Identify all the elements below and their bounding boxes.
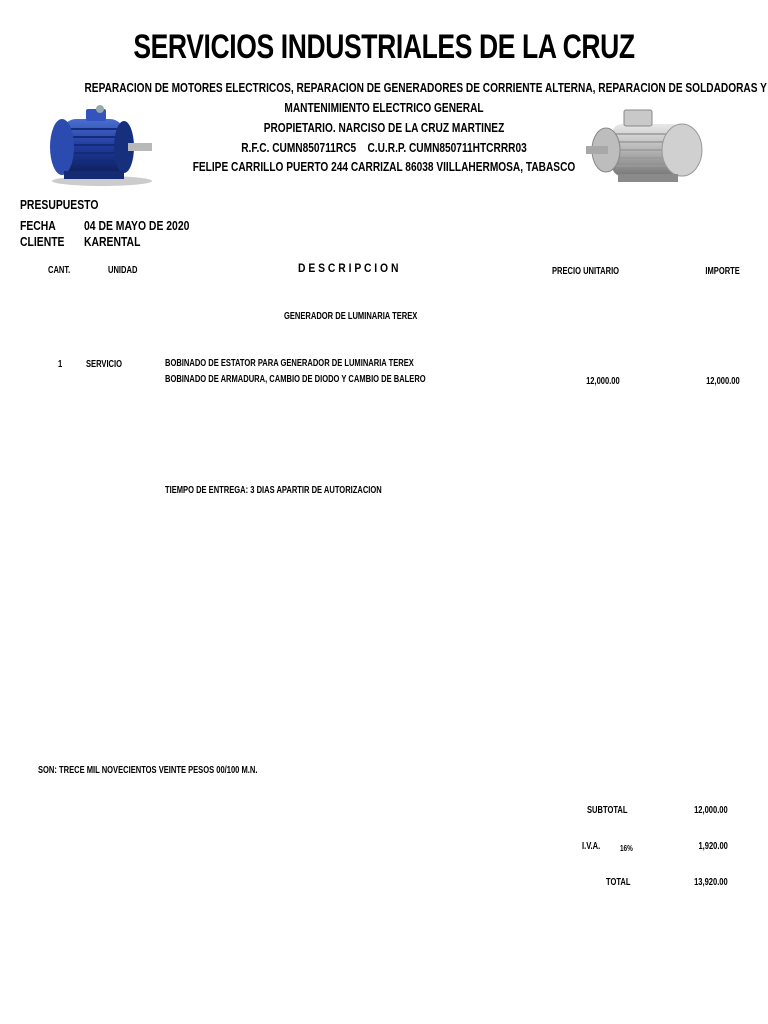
amount-in-words: SON: TRECE MIL NOVECIENTOS VEINTE PESOS 00/100 M.N. (38, 764, 258, 776)
header-unidad: UNIDAD (108, 264, 138, 276)
gray-motor-image (582, 104, 710, 192)
services-line-2: MANTENIMIENTO ELECTRICO GENERAL (284, 100, 484, 115)
fecha-label: FECHA (20, 218, 56, 233)
services-line-1: REPARACION DE MOTORES ELECTRICOS, REPARACION DE GENERADORES DE CORRIENTE ALTERNA, REPARACION DE SOLDADORAS Y (84, 80, 767, 95)
row-unidad: SERVICIO (86, 358, 122, 370)
cliente-label: CLIENTE (20, 234, 65, 249)
row-importe: 12,000.00 (706, 375, 740, 387)
owner-line: PROPIETARIO. NARCISO DE LA CRUZ MARTINEZ (263, 120, 505, 135)
header-precio-unitario: PRECIO UNITARIO (552, 265, 620, 277)
header-descripcion: D E S C R I P C I O N (298, 263, 399, 275)
company-name: SERVICIOS INDUSTRIALES DE LA CRUZ (133, 28, 635, 66)
header-importe: IMPORTE (705, 265, 740, 277)
document-type: PRESUPUESTO (20, 197, 99, 212)
iva-label: I.V.A. (582, 840, 601, 852)
fecha-value: 04 DE MAYO DE 2020 (84, 218, 190, 233)
header-cant: CANT. (48, 264, 71, 276)
blue-motor-image (44, 103, 156, 187)
delivery-note: TIEMPO DE ENTREGA: 3 DIAS APARTIR DE AUTORIZACION (165, 484, 382, 496)
total-value: 13,920.00 (694, 876, 728, 888)
cliente-value: KARENTAL (84, 234, 141, 249)
row-description-line-1: BOBINADO DE ESTATOR PARA GENERADOR DE LUMINARIA TEREX (165, 357, 414, 369)
row-precio: 12,000.00 (586, 375, 620, 387)
iva-value: 1,920.00 (698, 840, 728, 852)
row-cant: 1 (58, 358, 63, 370)
subtotal-value: 12,000.00 (694, 804, 728, 816)
subtotal-label: SUBTOTAL (587, 804, 628, 816)
row-description-line-2: BOBINADO DE ARMADURA, CAMBIO DE DIODO Y CAMBIO DE BALERO (165, 373, 426, 385)
rfc-curp-line: R.F.C. CUMN850711RC5 C.U.R.P. CUMN850711HTCRRR03 (241, 140, 527, 155)
section-title: GENERADOR DE LUMINARIA TEREX (284, 310, 418, 322)
iva-rate: 16% (620, 844, 633, 853)
address-line: FELIPE CARRILLO PUERTO 244 CARRIZAL 86038 VIILLAHERMOSA, TABASCO (192, 159, 576, 174)
total-label: TOTAL (606, 876, 631, 888)
